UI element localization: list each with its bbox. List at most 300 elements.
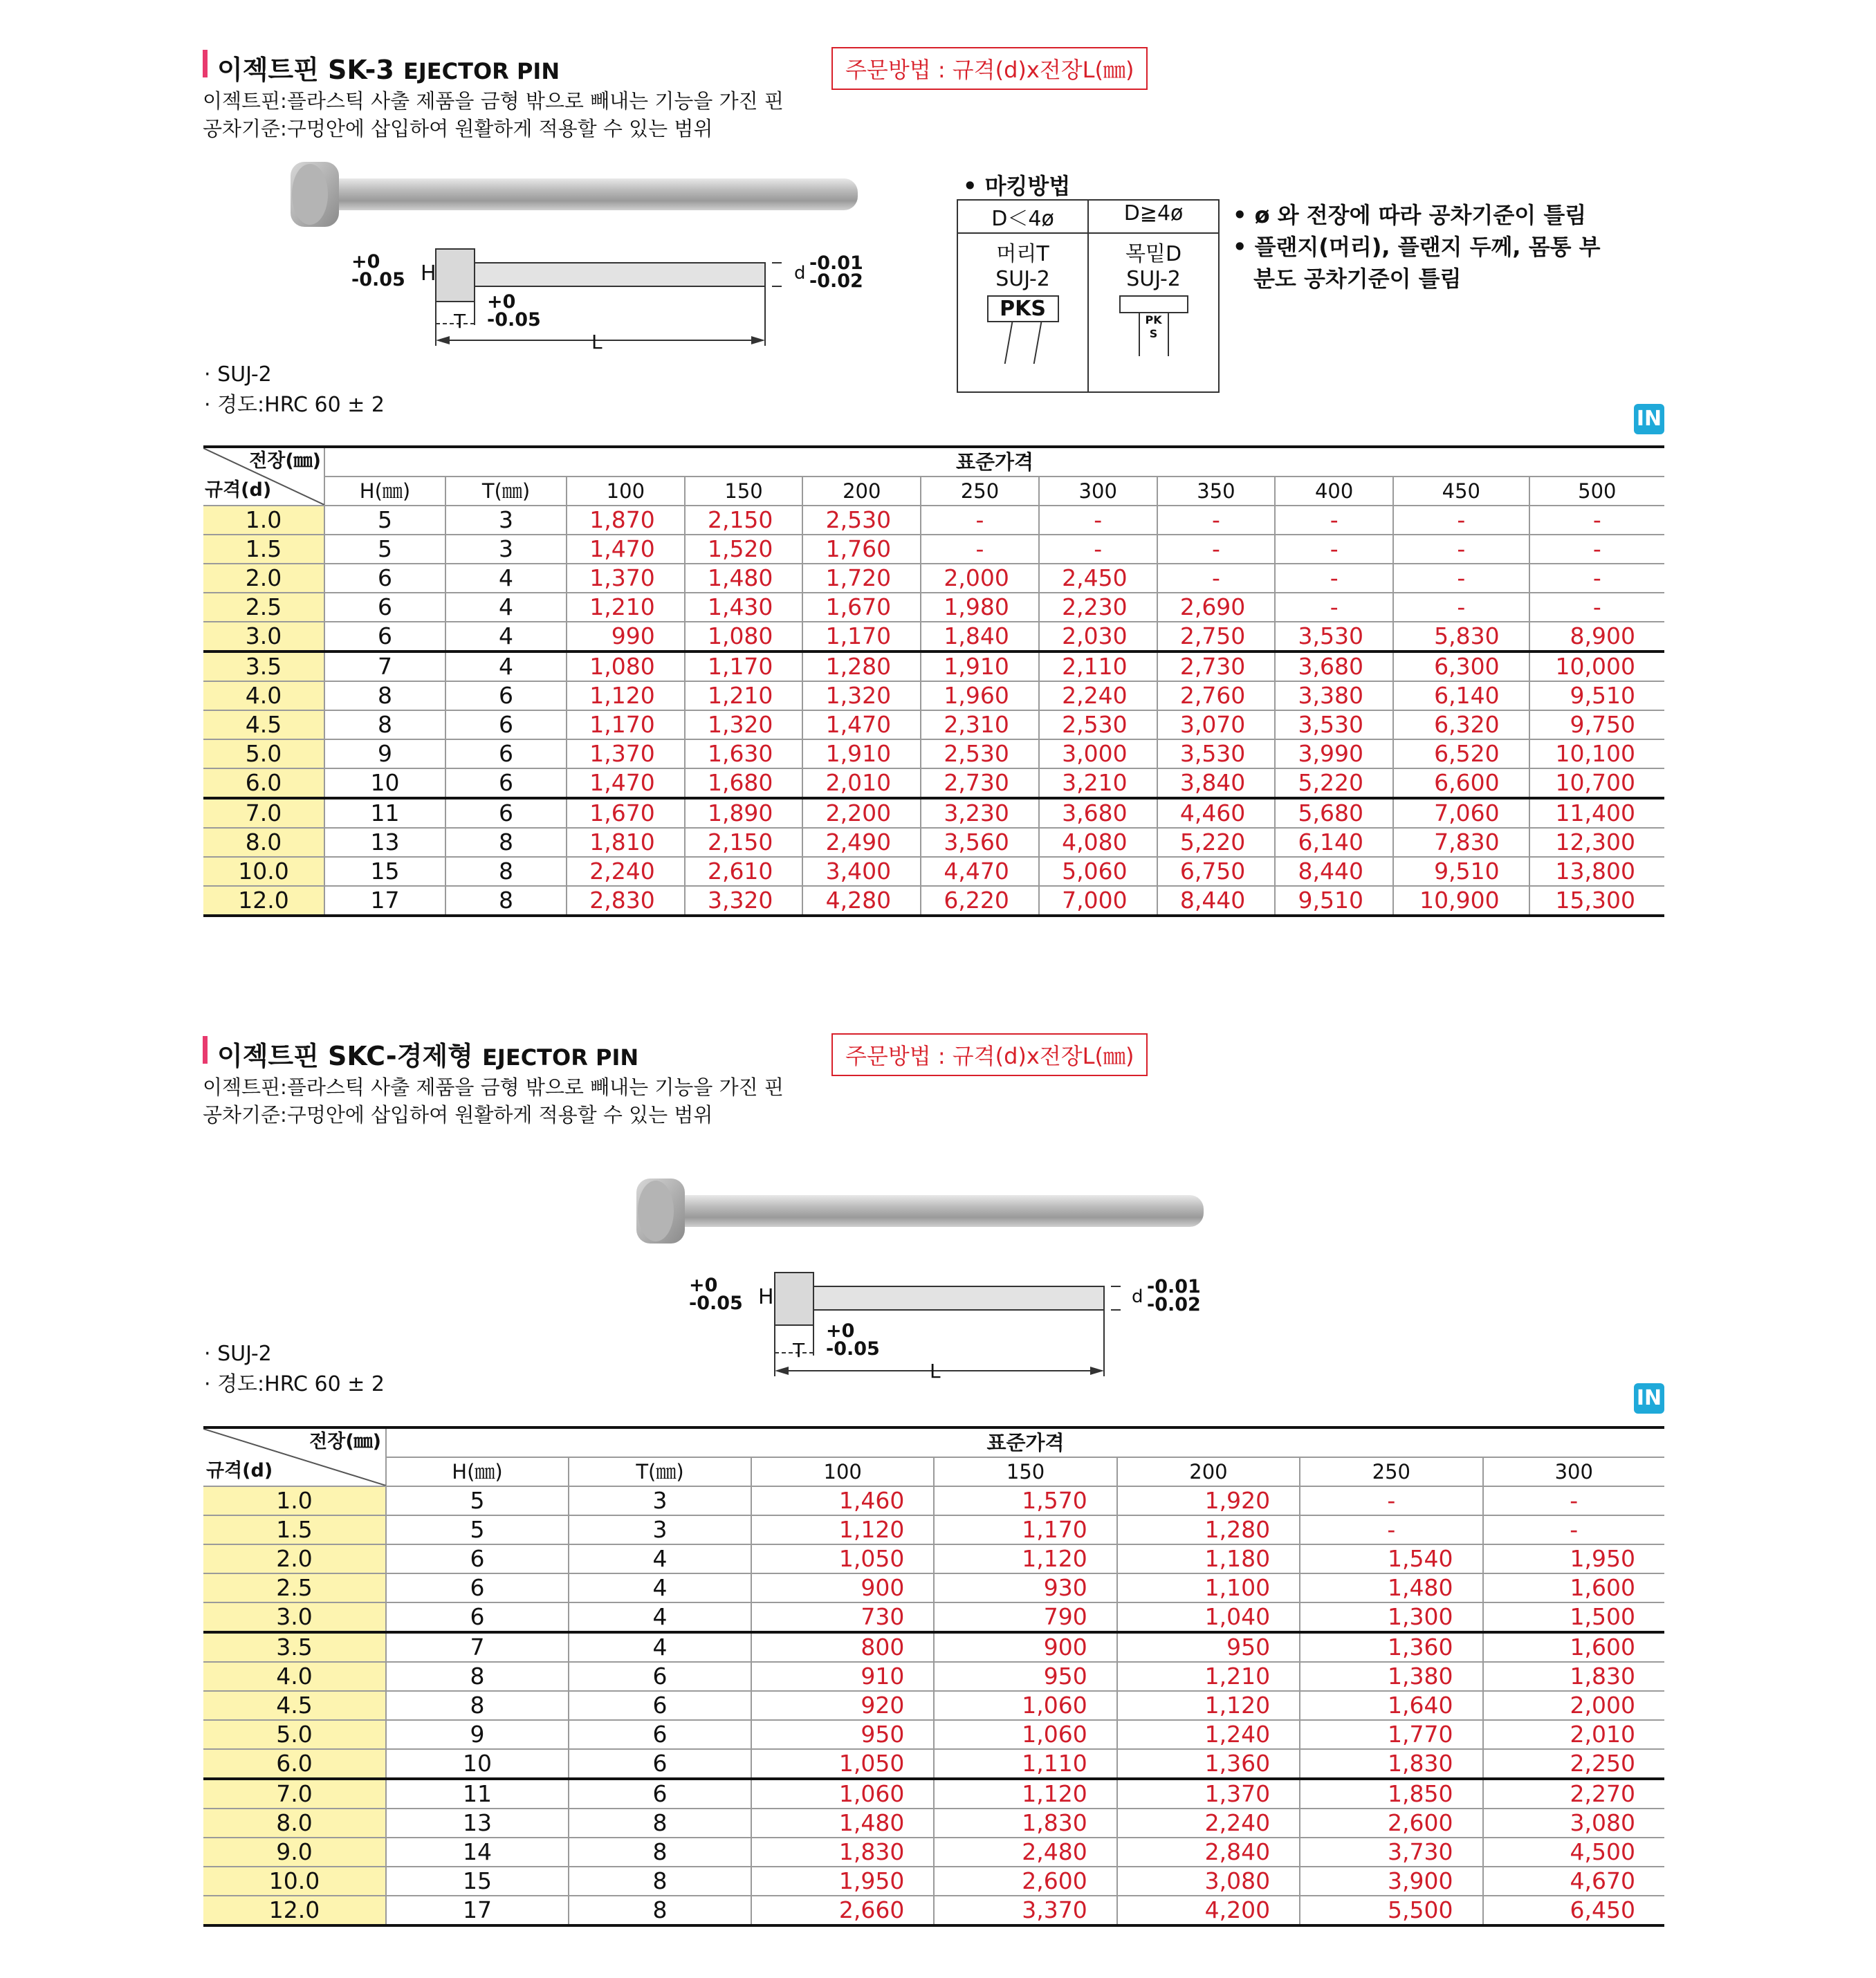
t-cell: 6 [569, 1779, 751, 1809]
h-tol-plus: +0 [351, 251, 380, 272]
price-cell: 2,830 [567, 886, 685, 916]
price-cell: 10,900 [1393, 886, 1529, 916]
price-cell: 1,600 [1483, 1573, 1665, 1602]
column-header-length: 300 [1483, 1457, 1665, 1486]
price-cell: 1,360 [1117, 1749, 1300, 1779]
spec-cell: 2.0 [203, 564, 324, 593]
marking-col2-head: D≧4ø [1088, 200, 1219, 233]
price-cell: 1,540 [1300, 1544, 1482, 1573]
section2-t-tolerance [826, 1322, 880, 1358]
h-cell: 11 [324, 798, 445, 828]
price-cell: - [921, 506, 1039, 535]
price-cell: - [1529, 564, 1664, 593]
price-cell: 1,120 [934, 1544, 1116, 1573]
price-cell: 1,670 [802, 593, 921, 622]
price-cell: 1,640 [1300, 1691, 1482, 1720]
spec-cell: 3.0 [203, 622, 324, 651]
h-cell: 5 [386, 1515, 569, 1544]
column-header-t: T(㎜) [445, 477, 567, 506]
t-cell: 3 [445, 506, 567, 535]
price-cell: 1,320 [685, 710, 803, 739]
price-cell: 4,500 [1483, 1838, 1665, 1867]
l-label: L [591, 331, 603, 353]
price-cell: 13,800 [1529, 857, 1664, 886]
price-cell: 2,010 [1483, 1720, 1665, 1749]
table-row [203, 1662, 1664, 1691]
price-cell: 1,500 [1483, 1602, 1665, 1632]
price-cell: 910 [751, 1662, 934, 1691]
spec-cell: 4.0 [203, 681, 324, 710]
h-tol-minus: -0.05 [351, 269, 405, 290]
column-header-length: 100 [751, 1457, 934, 1486]
price-cell: 1,950 [751, 1867, 934, 1896]
section2-title-en: EJECTOR PIN [482, 1044, 639, 1071]
price-cell: 1,830 [934, 1809, 1116, 1838]
price-cell: 1,040 [1117, 1602, 1300, 1632]
table-row [203, 651, 1664, 681]
spec-cell: 5.0 [203, 739, 324, 768]
spec-cell: 8.0 [203, 1809, 386, 1838]
column-header-length: 450 [1393, 477, 1529, 506]
spec-cell: 10.0 [203, 1867, 386, 1896]
price-cell: 2,150 [685, 828, 803, 857]
t-cell: 4 [445, 564, 567, 593]
marking-table [957, 199, 1220, 393]
section2-title [217, 1035, 638, 1073]
section1-title-ko: 이젝트핀 SK-3 [217, 55, 394, 85]
table-row [203, 1896, 1664, 1925]
price-cell: 950 [751, 1720, 934, 1749]
spec-cell: 1.0 [203, 506, 324, 535]
price-cell: 2,840 [1117, 1838, 1300, 1867]
price-cell: 4,200 [1117, 1896, 1300, 1925]
price-cell: 1,810 [567, 828, 685, 857]
price-cell: 2,000 [1483, 1691, 1665, 1720]
price-cell: 1,110 [934, 1749, 1116, 1779]
price-cell: 3,680 [1039, 798, 1157, 828]
table-row [203, 593, 1664, 622]
column-header-h: H(㎜) [386, 1457, 569, 1486]
t-cell: 8 [445, 886, 567, 916]
price-cell: 1,720 [802, 564, 921, 593]
marking-col2-line2: SUJ-2 [1126, 267, 1181, 291]
corner-spec-label-2: 규격(d) [206, 1460, 273, 1481]
section2-h-tolerance [689, 1277, 743, 1313]
price-group-header: 표준가격 [324, 447, 1664, 477]
table-row [203, 1867, 1664, 1896]
t-cell: 3 [569, 1515, 751, 1544]
price-cell: 2,110 [1039, 651, 1157, 681]
table-row [203, 622, 1664, 651]
t-tol-minus-2: -0.05 [826, 1338, 880, 1360]
price-cell: - [921, 535, 1039, 564]
price-cell: - [1529, 506, 1664, 535]
price-cell: 2,150 [685, 506, 803, 535]
table-corner-cell-2 [203, 1427, 386, 1486]
price-cell: 3,530 [1275, 622, 1393, 651]
price-cell: 1,600 [1483, 1632, 1665, 1662]
price-cell: - [1393, 506, 1529, 535]
h-cell: 6 [386, 1602, 569, 1632]
price-cell: 2,660 [751, 1896, 934, 1925]
price-cell: - [1483, 1486, 1665, 1515]
title-accent-bar-2 [203, 1036, 208, 1064]
price-cell: 1,910 [921, 651, 1039, 681]
t-tol-minus: -0.05 [487, 309, 541, 331]
price-cell: 1,170 [567, 710, 685, 739]
price-cell: 7,830 [1393, 828, 1529, 857]
price-cell: 6,140 [1393, 681, 1529, 710]
price-cell: 1,280 [1117, 1515, 1300, 1544]
price-cell: 3,080 [1483, 1809, 1665, 1838]
h-cell: 17 [324, 886, 445, 916]
in-badge-2: IN [1634, 1383, 1664, 1414]
price-cell: - [1039, 506, 1157, 535]
spec-cell: 2.5 [203, 1573, 386, 1602]
spec-cell: 6.0 [203, 768, 324, 798]
price-cell: 2,200 [802, 798, 921, 828]
table-row [203, 886, 1664, 916]
price-cell: 2,250 [1483, 1749, 1665, 1779]
spec-cell: 2.5 [203, 593, 324, 622]
section1-title [217, 48, 560, 86]
table-row [203, 857, 1664, 886]
price-cell: 1,170 [802, 622, 921, 651]
price-cell: 3,370 [934, 1896, 1116, 1925]
price-cell: 2,530 [921, 739, 1039, 768]
price-cell: 790 [934, 1602, 1116, 1632]
section1-price-table [203, 445, 1664, 917]
marking-method-title: • 마킹방법 [963, 173, 1071, 199]
price-cell: 1,170 [934, 1515, 1116, 1544]
price-cell: 920 [751, 1691, 934, 1720]
t-label-2: T [793, 1339, 805, 1362]
price-cell: 3,320 [685, 886, 803, 916]
section1-hardness: · 경도:HRC 60 ± 2 [204, 393, 385, 417]
t-tol-plus: +0 [487, 291, 516, 313]
section2-desc-line1: 이젝트핀:플라스틱 사출 제품을 금형 밖으로 빼내는 기능을 가진 핀 [203, 1075, 784, 1099]
spec-cell: 3.5 [203, 651, 324, 681]
t-cell: 4 [569, 1602, 751, 1632]
spec-cell: 1.5 [203, 1515, 386, 1544]
section1-desc-line1: 이젝트핀:플라스틱 사출 제품을 금형 밖으로 빼내는 기능을 가진 핀 [203, 89, 784, 113]
price-cell: 4,280 [802, 886, 921, 916]
price-cell: 1,120 [567, 681, 685, 710]
price-cell: 9,510 [1529, 681, 1664, 710]
spec-cell: 3.5 [203, 1632, 386, 1662]
price-cell: 10,700 [1529, 768, 1664, 798]
price-cell: 2,310 [921, 710, 1039, 739]
price-cell: 3,560 [921, 828, 1039, 857]
price-cell: 1,910 [802, 739, 921, 768]
price-cell: 6,520 [1393, 739, 1529, 768]
t-cell: 3 [569, 1486, 751, 1515]
price-cell: - [1393, 564, 1529, 593]
price-cell: - [1157, 564, 1276, 593]
price-cell: 1,980 [921, 593, 1039, 622]
price-cell: 10,100 [1529, 739, 1664, 768]
t-cell: 4 [445, 622, 567, 651]
t-cell: 6 [445, 768, 567, 798]
price-cell: 1,520 [685, 535, 803, 564]
price-cell: 730 [751, 1602, 934, 1632]
t-cell: 6 [445, 798, 567, 828]
price-cell: 1,100 [1117, 1573, 1300, 1602]
price-cell: 1,960 [921, 681, 1039, 710]
price-cell: 1,060 [934, 1691, 1116, 1720]
table-row [203, 1515, 1664, 1544]
corner-length-label-2: 전장(㎜) [309, 1431, 381, 1452]
price-cell: 1,080 [567, 651, 685, 681]
price-cell: - [1300, 1515, 1482, 1544]
price-cell: 1,050 [751, 1749, 934, 1779]
price-cell: 1,870 [567, 506, 685, 535]
column-header-t: T(㎜) [569, 1457, 751, 1486]
table-row [203, 1573, 1664, 1602]
price-cell: 4,460 [1157, 798, 1276, 828]
column-header-h: H(㎜) [324, 477, 445, 506]
in-badge: IN [1634, 404, 1664, 434]
price-cell: 9,510 [1393, 857, 1529, 886]
price-cell: 1,680 [685, 768, 803, 798]
price-cell: 3,730 [1300, 1838, 1482, 1867]
price-cell: 6,220 [921, 886, 1039, 916]
section2-desc-line2: 공차기준:구멍안에 삽입하여 원활하게 적용할 수 있는 범위 [203, 1103, 713, 1127]
d-label: d [794, 263, 806, 284]
price-cell: 2,600 [1300, 1809, 1482, 1838]
h-cell: 9 [324, 739, 445, 768]
t-tol-plus-2: +0 [826, 1320, 855, 1342]
h-cell: 5 [386, 1486, 569, 1515]
table-row [203, 1544, 1664, 1573]
h-label-2: H [758, 1285, 774, 1309]
price-cell: - [1275, 593, 1393, 622]
marking-stamp-s: S [1149, 327, 1158, 340]
price-cell: 1,380 [1300, 1662, 1482, 1691]
h-cell: 5 [324, 535, 445, 564]
price-cell: 1,300 [1300, 1602, 1482, 1632]
price-cell: 2,690 [1157, 593, 1276, 622]
price-cell: 1,060 [751, 1779, 934, 1809]
h-cell: 15 [324, 857, 445, 886]
t-cell: 8 [445, 857, 567, 886]
table-row [203, 506, 1664, 535]
price-cell: 1,360 [1300, 1632, 1482, 1662]
price-cell: 1,210 [1117, 1662, 1300, 1691]
price-cell: - [1157, 535, 1276, 564]
h-cell: 8 [386, 1662, 569, 1691]
price-cell: 2,750 [1157, 622, 1276, 651]
price-cell: 2,240 [1117, 1809, 1300, 1838]
t-cell: 4 [569, 1632, 751, 1662]
h-cell: 8 [324, 681, 445, 710]
t-cell: 4 [569, 1573, 751, 1602]
price-cell: 2,730 [921, 768, 1039, 798]
h-cell: 8 [386, 1691, 569, 1720]
section2-hardness: · 경도:HRC 60 ± 2 [204, 1372, 385, 1396]
price-cell: 11,400 [1529, 798, 1664, 828]
price-cell: 1,460 [751, 1486, 934, 1515]
marking-notes [1233, 199, 1601, 295]
price-cell: 1,470 [802, 710, 921, 739]
price-cell: 4,470 [921, 857, 1039, 886]
price-cell: 3,070 [1157, 710, 1276, 739]
t-cell: 6 [569, 1662, 751, 1691]
price-cell: 12,300 [1529, 828, 1664, 857]
section1-pin-image [277, 152, 885, 235]
price-cell: - [1483, 1515, 1665, 1544]
price-cell: 900 [751, 1573, 934, 1602]
price-cell: 7,060 [1393, 798, 1529, 828]
price-cell: 2,760 [1157, 681, 1276, 710]
price-cell: 6,320 [1393, 710, 1529, 739]
h-label: H [421, 261, 436, 286]
price-cell: - [1275, 564, 1393, 593]
spec-cell: 4.0 [203, 1662, 386, 1691]
price-cell: 1,470 [567, 535, 685, 564]
column-header-length: 200 [1117, 1457, 1300, 1486]
price-cell: - [1300, 1486, 1482, 1515]
price-cell: 1,850 [1300, 1779, 1482, 1809]
price-cell: 3,990 [1275, 739, 1393, 768]
price-cell: - [1393, 593, 1529, 622]
price-cell: 8,440 [1157, 886, 1276, 916]
section2-pin-image [623, 1169, 1231, 1252]
price-cell: 1,480 [685, 564, 803, 593]
corner-spec-label: 규격(d) [205, 479, 272, 501]
table-row [203, 564, 1664, 593]
marking-col1-head: D＜4ø [957, 200, 1088, 233]
price-cell: 1,370 [567, 739, 685, 768]
marking-col1-body [957, 233, 1088, 392]
price-cell: 900 [934, 1632, 1116, 1662]
price-cell: - [1529, 535, 1664, 564]
h-tol-plus-2: +0 [689, 1275, 718, 1296]
section1-h-tolerance [351, 253, 405, 289]
marking-stamp-pks: PKS [987, 295, 1059, 322]
column-header-length: 500 [1529, 477, 1664, 506]
h-cell: 7 [324, 651, 445, 681]
section2-description [203, 1073, 784, 1129]
h-cell: 6 [324, 593, 445, 622]
price-cell: 2,230 [1039, 593, 1157, 622]
h-cell: 9 [386, 1720, 569, 1749]
h-cell: 11 [386, 1779, 569, 1809]
section1-d-tolerance [809, 252, 863, 292]
price-cell: - [1529, 593, 1664, 622]
table-row [203, 798, 1664, 828]
price-cell: 1,240 [1117, 1720, 1300, 1749]
table-row [203, 768, 1664, 798]
t-cell: 6 [445, 710, 567, 739]
price-cell: 9,750 [1529, 710, 1664, 739]
price-group-header-2: 표준가격 [386, 1427, 1664, 1457]
marking-pin-sketch-2 [1139, 313, 1169, 356]
h-cell: 17 [386, 1896, 569, 1925]
column-header-length: 200 [802, 477, 921, 506]
spec-cell: 8.0 [203, 828, 324, 857]
t-cell: 8 [445, 828, 567, 857]
price-cell: 1,210 [567, 593, 685, 622]
h-cell: 5 [324, 506, 445, 535]
t-cell: 8 [569, 1867, 751, 1896]
table-corner-cell [203, 447, 324, 506]
price-cell: 950 [934, 1662, 1116, 1691]
t-cell: 6 [445, 739, 567, 768]
price-cell: 2,010 [802, 768, 921, 798]
price-cell: 1,080 [685, 622, 803, 651]
price-cell: 3,900 [1300, 1867, 1482, 1896]
spec-cell: 9.0 [203, 1838, 386, 1867]
price-cell: 5,220 [1275, 768, 1393, 798]
price-cell: 1,570 [934, 1486, 1116, 1515]
price-cell: 1,480 [751, 1809, 934, 1838]
price-cell: 1,430 [685, 593, 803, 622]
spec-cell: 1.0 [203, 1486, 386, 1515]
price-cell: 1,060 [934, 1720, 1116, 1749]
price-cell: 3,080 [1117, 1867, 1300, 1896]
price-cell: 2,480 [934, 1838, 1116, 1867]
price-cell: 4,080 [1039, 828, 1157, 857]
section1-title-en: EJECTOR PIN [403, 58, 560, 84]
price-cell: 8,440 [1275, 857, 1393, 886]
price-cell: 1,120 [751, 1515, 934, 1544]
t-cell: 6 [569, 1691, 751, 1720]
price-cell: 1,180 [1117, 1544, 1300, 1573]
table-row [203, 1809, 1664, 1838]
price-cell: 6,140 [1275, 828, 1393, 857]
price-cell: 6,750 [1157, 857, 1276, 886]
t-cell: 4 [445, 593, 567, 622]
price-cell: 6,300 [1393, 651, 1529, 681]
t-cell: 6 [445, 681, 567, 710]
price-cell: - [1393, 535, 1529, 564]
price-cell: - [1275, 535, 1393, 564]
price-cell: 1,950 [1483, 1544, 1665, 1573]
section1-desc-line2: 공차기준:구멍안에 삽입하여 원활하게 적용할 수 있는 범위 [203, 117, 713, 140]
price-cell: 3,210 [1039, 768, 1157, 798]
price-cell: 930 [934, 1573, 1116, 1602]
price-cell: 8,900 [1529, 622, 1664, 651]
price-cell: 1,890 [685, 798, 803, 828]
column-header-length: 100 [567, 477, 685, 506]
table-row [203, 1720, 1664, 1749]
price-cell: 1,480 [1300, 1573, 1482, 1602]
spec-cell: 4.5 [203, 710, 324, 739]
price-cell: 2,490 [802, 828, 921, 857]
section2-order-method: 주문방법 : 규격(d)x전장L(㎜) [831, 1033, 1148, 1076]
h-cell: 6 [324, 564, 445, 593]
price-cell: - [1039, 535, 1157, 564]
column-header-length: 250 [1300, 1457, 1482, 1486]
column-header-length: 400 [1275, 477, 1393, 506]
marking-note-2: • 플랜지(머리), 플랜지 두께, 몸통 부 [1233, 234, 1601, 260]
h-cell: 6 [386, 1573, 569, 1602]
price-cell: 2,240 [1039, 681, 1157, 710]
price-cell: 9,510 [1275, 886, 1393, 916]
price-cell: 7,000 [1039, 886, 1157, 916]
table-row [203, 681, 1664, 710]
price-cell: 2,450 [1039, 564, 1157, 593]
section2-material: · SUJ-2 [204, 1342, 272, 1366]
table-row [203, 1691, 1664, 1720]
table-row [203, 1602, 1664, 1632]
price-cell: 6,450 [1483, 1896, 1665, 1925]
marking-col1-line2: SUJ-2 [995, 267, 1050, 291]
price-cell: 1,370 [567, 564, 685, 593]
price-cell: 1,120 [1117, 1691, 1300, 1720]
spec-cell: 12.0 [203, 1896, 386, 1925]
